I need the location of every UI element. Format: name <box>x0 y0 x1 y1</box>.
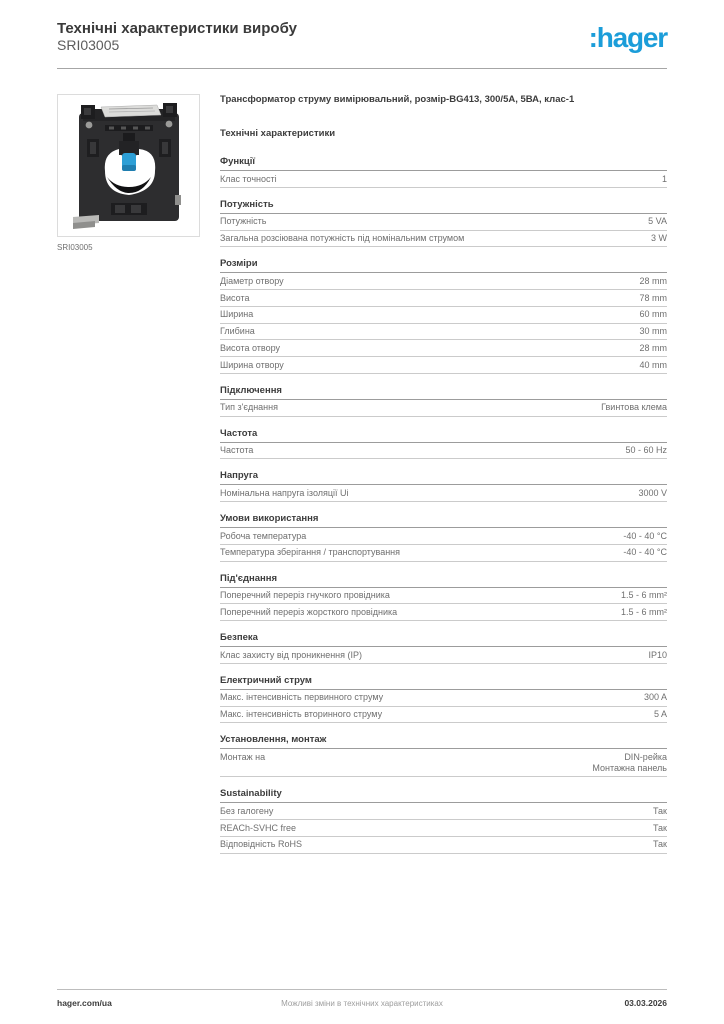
section-title: Електричний струм <box>220 675 667 690</box>
spec-value: -40 - 40 °C <box>623 547 667 558</box>
spec-row <box>220 528 667 545</box>
spec-value: Так <box>652 805 667 816</box>
spec-label: Частота <box>220 445 254 456</box>
spec-label: Монтаж на <box>220 751 266 762</box>
section-title: Під'єднання <box>220 573 667 588</box>
section-title: Умови використання <box>220 513 667 528</box>
spec-section <box>220 632 667 664</box>
spec-row <box>220 690 667 707</box>
spec-value: 28 mm <box>639 275 667 286</box>
spec-row <box>220 707 667 724</box>
spec-label: Клас точності <box>220 173 277 184</box>
spec-row <box>220 340 667 357</box>
footer-date: 03.03.2026 <box>624 998 667 1008</box>
spec-row <box>220 545 667 562</box>
spec-label: Номінальна напруга ізоляції Ui <box>220 487 349 498</box>
product-image-caption: SRI03005 <box>57 242 93 252</box>
spec-label: Поперечний переріз гнучкого провідника <box>220 590 390 601</box>
spec-row <box>220 443 667 460</box>
spec-value: 28 mm <box>639 342 667 353</box>
section-title: Функції <box>220 156 667 171</box>
spec-value: 5 VA <box>648 216 667 227</box>
spec-section <box>220 513 667 562</box>
spec-value: 5 A <box>653 709 667 720</box>
doc-footer <box>57 989 667 1008</box>
spec-value: 40 mm <box>639 359 667 370</box>
spec-label: Висота <box>220 292 250 303</box>
spec-value: 78 mm <box>639 292 667 303</box>
spec-value: 1 <box>661 173 667 184</box>
page-title: Технічні характеристики виробу <box>57 20 297 37</box>
spec-label: Діаметр отвору <box>220 275 284 286</box>
spec-label: Температура зберігання / транспортування <box>220 547 401 558</box>
spec-section <box>220 428 667 460</box>
product-image-column <box>57 94 200 865</box>
spec-label: Відповідність RoHS <box>220 839 302 850</box>
spec-row <box>220 214 667 231</box>
spec-value: IP10 <box>648 649 667 660</box>
spec-section <box>220 156 667 188</box>
spec-section <box>220 470 667 502</box>
spec-value: Так <box>652 822 667 833</box>
spec-row <box>220 647 667 664</box>
spec-value: 1.5 - 6 mm² <box>620 606 667 617</box>
spec-row <box>220 290 667 307</box>
current-transformer-image <box>65 99 193 231</box>
spec-row <box>220 803 667 820</box>
spec-label: REACh-SVHC free <box>220 822 297 833</box>
section-title: Напруга <box>220 470 667 485</box>
product-description: Трансформатор струму вимірювальний, розмір-BG413, 300/5A, 5ВА, клас-1 <box>220 93 575 105</box>
spec-row <box>220 604 667 621</box>
spec-section <box>220 788 667 853</box>
product-reference: SRI03005 <box>57 37 120 54</box>
product-image-frame <box>57 94 200 237</box>
spec-row <box>220 171 667 188</box>
header-divider <box>57 68 667 69</box>
spec-label: Ширина отвору <box>220 359 284 370</box>
spec-row <box>220 837 667 854</box>
spec-sections <box>220 156 667 854</box>
spec-value: 60 mm <box>639 309 667 320</box>
spec-value: 300 A <box>643 692 667 703</box>
section-title: Розміри <box>220 258 667 273</box>
spec-value: 50 - 60 Hz <box>625 445 667 456</box>
section-title: Установлення, монтаж <box>220 734 667 749</box>
spec-label: Загальна розсіювана потужність під номінальним струмом <box>220 233 465 244</box>
spec-section <box>220 675 667 724</box>
spec-row <box>220 400 667 417</box>
spec-value: 30 mm <box>639 326 667 337</box>
section-title: Підключення <box>220 385 667 400</box>
spec-section <box>220 573 667 622</box>
spec-value: Так <box>652 839 667 850</box>
doc-header-titles <box>57 20 297 55</box>
section-title: Потужність <box>220 199 667 214</box>
spec-label: Глибина <box>220 326 255 337</box>
section-title: Безпека <box>220 632 667 647</box>
spec-label: Висота отвору <box>220 342 280 353</box>
spec-label: Без галогену <box>220 805 274 816</box>
spec-section <box>220 199 667 248</box>
spec-value: 3000 V <box>638 487 667 498</box>
spec-section <box>220 385 667 417</box>
spec-column <box>220 94 667 865</box>
spec-section <box>220 258 667 374</box>
spec-row <box>220 273 667 290</box>
main-content <box>57 94 667 865</box>
spec-label: Робоча температура <box>220 530 307 541</box>
spec-row <box>220 820 667 837</box>
spec-row <box>220 357 667 374</box>
spec-value: 3 W <box>650 233 667 244</box>
spec-value: DIN-рейка Монтажна панель <box>592 751 667 774</box>
section-title: Sustainability <box>220 788 667 803</box>
spec-label: Макс. інтенсивність вторинного струму <box>220 709 383 720</box>
section-title: Частота <box>220 428 667 443</box>
spec-label: Тип з'єднання <box>220 402 278 413</box>
spec-row <box>220 485 667 502</box>
spec-label: Поперечний переріз жорсткого провідника <box>220 606 398 617</box>
spec-row <box>220 749 667 777</box>
spec-row <box>220 307 667 324</box>
spec-value: -40 - 40 °C <box>623 530 667 541</box>
spec-row <box>220 324 667 341</box>
spec-label: Макс. інтенсивність первинного струму <box>220 692 384 703</box>
specs-heading: Технічні характеристики <box>220 128 336 140</box>
spec-row <box>220 231 667 248</box>
footer-website-link[interactable]: hager.com/ua <box>57 998 112 1008</box>
spec-value: 1.5 - 6 mm² <box>620 590 667 601</box>
spec-label: Клас захисту від проникнення (IP) <box>220 649 363 660</box>
hager-logo: :hager <box>588 22 667 53</box>
spec-row <box>220 588 667 605</box>
spec-label: Ширина <box>220 309 254 320</box>
footer-disclaimer: Можливі зміни в технічних характеристиках <box>281 999 443 1008</box>
spec-section <box>220 734 667 777</box>
doc-header <box>57 20 667 55</box>
spec-label: Потужність <box>220 216 267 227</box>
spec-value: Гвинтова клема <box>601 402 667 413</box>
